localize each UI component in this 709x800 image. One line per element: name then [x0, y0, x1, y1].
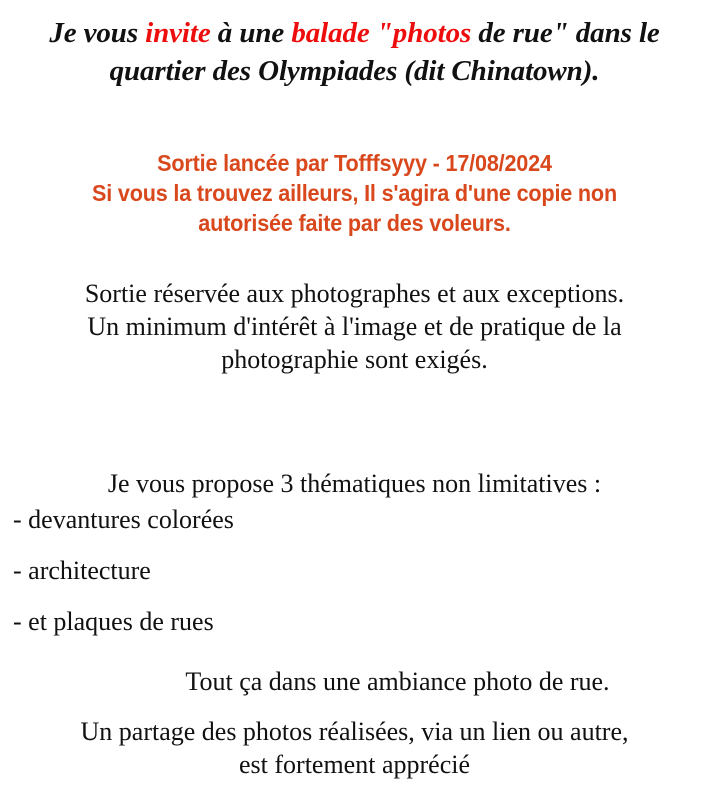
title-highlight-balade-photos: balade "photos	[291, 17, 472, 49]
requirements-line-1: Sortie réservée aux photographes et aux exceptions.	[84, 279, 625, 308]
notice-line-warning-1: Si vous la trouvez ailleurs, Il s'agira d'une copie non	[92, 180, 617, 206]
sharing-line-1: Un partage des photos réalisées, via un lien ou autre,	[80, 717, 629, 746]
title-highlight-invite: invite	[145, 17, 211, 49]
notice-line-author-date: Sortie lancée par Tofffsyyy - 17/08/2024	[157, 150, 552, 176]
copyright-notice	[21, 148, 687, 238]
themes-intro-text: Je vous propose 3 thématiques non limitatives :	[107, 469, 602, 498]
list-item: - et plaques de rues	[13, 607, 214, 636]
title-segment-2: à une	[210, 17, 292, 49]
page-title-line-1	[0, 14, 709, 52]
notice-line-warning-2: autorisée faite par des voleurs.	[198, 210, 511, 236]
themes-list	[13, 503, 703, 656]
requirements-line-2: Un minimum d'intérêt à l'image et de pratique de la	[87, 312, 622, 341]
list-item: - architecture	[13, 556, 151, 585]
title-segment-3: de rue" dans le	[471, 17, 660, 49]
page-title	[0, 14, 709, 90]
requirements-line-3: photographie sont exigés.	[221, 345, 488, 374]
sharing-line-2: est fortement apprécié	[239, 750, 470, 779]
page-title-line-2: quartier des Olympiades (dit Chinatown).	[109, 55, 600, 87]
list-item: - devantures colorées	[13, 505, 234, 534]
title-segment-1: Je vous	[49, 17, 146, 49]
ambiance-line: Tout ça dans une ambiance photo de rue.	[185, 667, 610, 696]
requirements-paragraph	[0, 277, 709, 376]
sharing-paragraph	[0, 715, 709, 781]
